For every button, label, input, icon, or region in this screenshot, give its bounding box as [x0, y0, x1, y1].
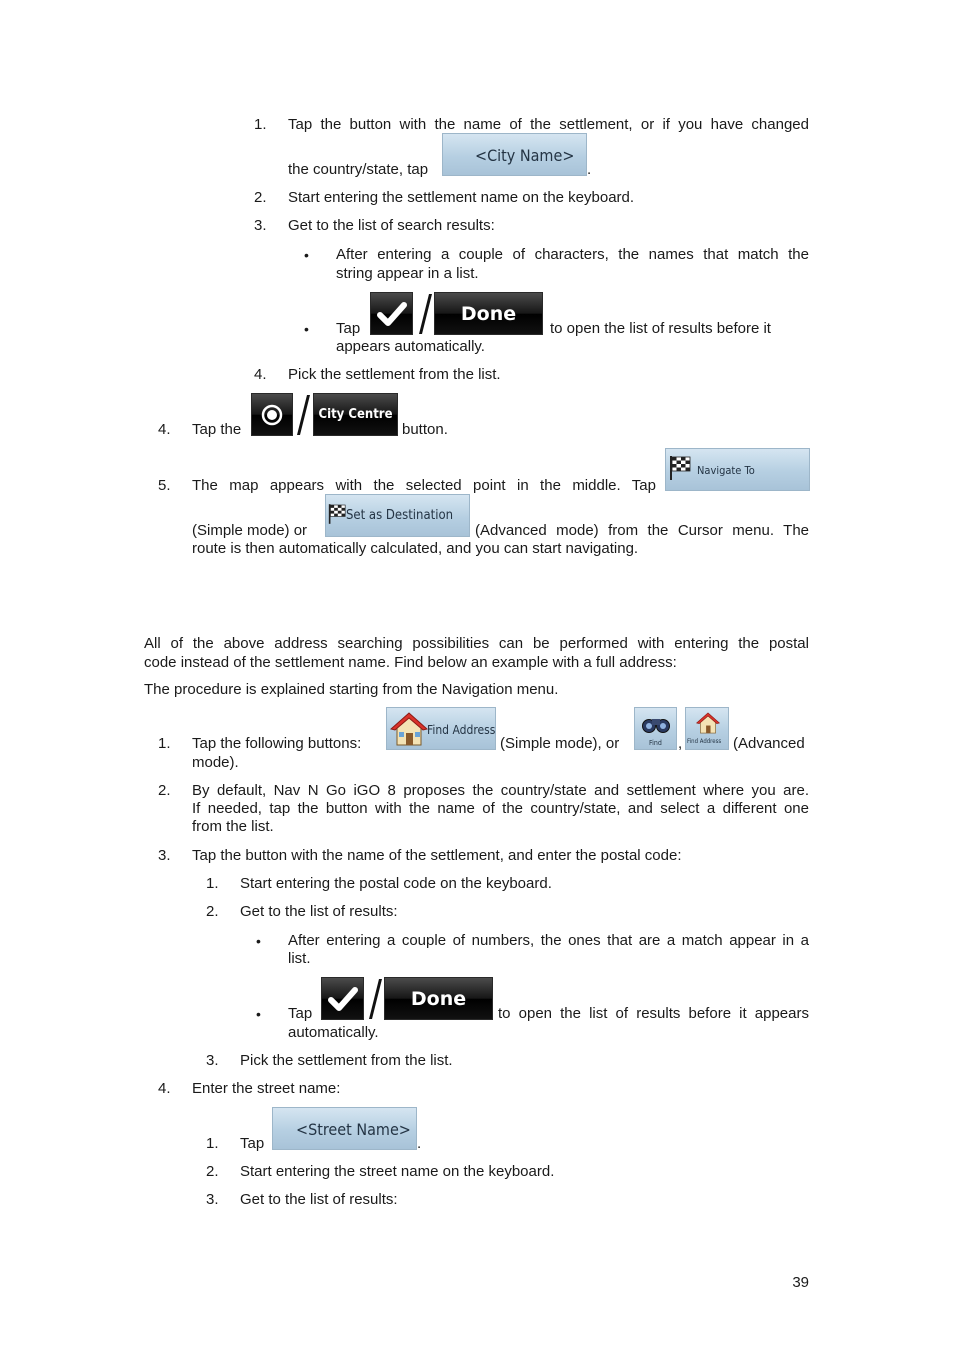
step-text: button. [402, 421, 448, 438]
slash-divider [419, 294, 432, 334]
step-text: route is then automatically calculated, and you can start navigating. [192, 540, 639, 557]
checkered-flag-icon [328, 503, 346, 525]
step-text: Tap the following buttons: [192, 735, 362, 752]
street-name-label: <Street Name> [296, 1120, 411, 1139]
step-number: 5. [158, 477, 171, 494]
step-number: 3. [254, 217, 267, 234]
step-text: By default, Nav N Go iGO 8 proposes the country/state and settlement where you are. [192, 782, 809, 799]
target-icon [260, 403, 284, 427]
step-number: 4. [254, 366, 267, 383]
step-text: Tap the [192, 421, 242, 438]
check-button[interactable] [321, 977, 364, 1020]
find-label: Find [649, 739, 662, 747]
step-text: Start entering the settlement name on the keyboard. [288, 189, 635, 206]
step-number: 1. [206, 875, 219, 892]
bullet: • [256, 933, 261, 949]
step-text: Start entering the street name on the keyboard. [240, 1163, 555, 1180]
step-text: Tap [240, 1135, 265, 1152]
step-text: Get to the list of results: [240, 1191, 398, 1208]
find-address-small-button[interactable] [685, 707, 729, 750]
bullet: • [304, 247, 309, 263]
city-centre-button[interactable]: City Centre [313, 393, 398, 436]
city-name-button[interactable] [442, 133, 587, 176]
find-button[interactable] [634, 707, 677, 750]
bullet-text: list. [288, 950, 311, 967]
house-icon [390, 711, 428, 747]
step-text: Pick the settlement from the list. [240, 1052, 453, 1069]
bullet-text: to open the list of results before it [550, 320, 771, 337]
page-number: 39 [792, 1274, 809, 1291]
step-text: from the list. [192, 818, 274, 835]
step-number: 1. [206, 1135, 219, 1152]
checkmark-icon [328, 986, 358, 1012]
navigate-to-label: Navigate To [697, 464, 755, 477]
find-address-label: Find Address [427, 723, 496, 737]
city-name-label: <City Name> [475, 146, 575, 165]
step-text: If needed, tap the button with the name of the country/state, and select a different one [192, 800, 809, 817]
find-address-button[interactable] [386, 707, 496, 750]
step-number: 1. [254, 116, 267, 133]
step-text: (Advanced mode) from the Cursor menu. The [475, 522, 809, 539]
done-button[interactable]: Done [384, 977, 493, 1020]
step-number: 2. [206, 903, 219, 920]
step-text: Pick the settlement from the list. [288, 366, 501, 383]
step-text: the country/state, tap [288, 161, 429, 178]
check-button[interactable] [370, 292, 413, 335]
checkered-flag-icon [669, 455, 691, 481]
city-centre-icon-button[interactable] [251, 393, 293, 436]
step-number: 2. [206, 1163, 219, 1180]
step-number: 2. [254, 189, 267, 206]
bullet-text: After entering a couple of characters, the names that match the [336, 246, 809, 263]
step-text: Tap the button with the name of the settlement, or if you have changed [288, 116, 809, 133]
binoculars-icon [641, 712, 671, 736]
paragraph-text: All of the above address searching possibilities can be performed with entering the postal [144, 635, 809, 652]
step-number: 3. [158, 847, 171, 864]
bullet-text: string appear in a list. [336, 265, 479, 282]
step-text: (Simple mode), or [500, 735, 620, 752]
bullet-text: appears automatically. [336, 338, 485, 355]
step-text: Start entering the postal code on the keyboard. [240, 875, 552, 892]
step-text: Enter the street name: [192, 1080, 341, 1097]
step-number: 2. [158, 782, 171, 799]
step-text: (Simple mode) or [192, 522, 308, 539]
step-text: Get to the list of search results: [288, 217, 495, 234]
comma: , [678, 735, 683, 752]
step-number: 4. [158, 421, 171, 438]
step-text: The map appears with the selected point in the middle. Tap [192, 477, 656, 494]
step-text: Get to the list of results: [240, 903, 398, 920]
bullet-text: automatically. [288, 1024, 379, 1041]
bullet-text: After entering a couple of numbers, the ones that are a match appear in a [288, 932, 809, 949]
step-text: mode). [192, 754, 239, 771]
checkmark-icon [377, 301, 407, 327]
navigate-to-button[interactable] [665, 448, 810, 491]
paragraph-text: The procedure is explained starting from the Navigation menu. [144, 681, 559, 698]
step-number: 3. [206, 1191, 219, 1208]
step-text: (Advanced [733, 735, 805, 752]
step-number: 3. [206, 1052, 219, 1069]
set-as-destination-button[interactable] [325, 494, 470, 537]
street-name-button[interactable] [272, 1107, 417, 1150]
bullet: • [304, 321, 309, 337]
slash-divider [369, 979, 382, 1019]
step-number: 4. [158, 1080, 171, 1097]
set-as-destination-label: Set as Destination [346, 508, 454, 523]
done-button[interactable]: Done [434, 292, 543, 335]
bullet: • [256, 1006, 261, 1022]
bullet-text: to open the list of results before it appears [498, 1005, 809, 1022]
bullet-text: Tap [336, 320, 361, 337]
bullet-text: Tap [288, 1005, 313, 1022]
step-number: 1. [158, 735, 171, 752]
slash-divider [297, 395, 310, 435]
step-text: Tap the button with the name of the settlement, and enter the postal code: [192, 847, 682, 864]
period: . [417, 1135, 422, 1152]
paragraph-text: code instead of the settlement name. Find below an example with a full address: [144, 654, 677, 671]
period: . [587, 161, 592, 178]
find-address-small-label: Find Address [687, 738, 722, 745]
house-icon [696, 711, 720, 735]
